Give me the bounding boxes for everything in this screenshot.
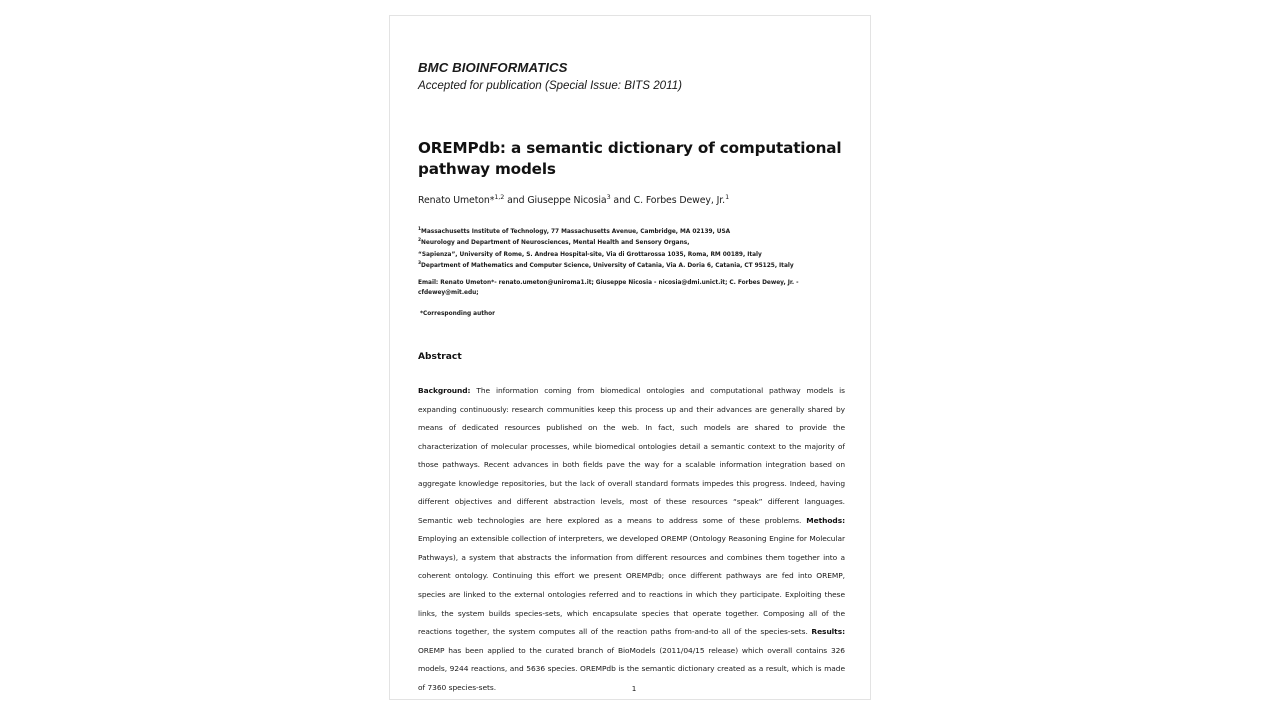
abstract-body: [418, 382, 845, 697]
abstract-label-background: Background:: [418, 386, 471, 395]
abstract-text-methods: Employing an extensible collection of interpreters, we developed OREMP (Ontology Reasoning Engine for Molecular Pathways), a system that abstracts the information from different resources and combines them together into a coherent ontology. Continuing this effort we present OREMPdb; once different pathways are fed into OREMP, species are linked to the external ontologies referred and to reactions in which they participate. Exploiting these links, the system builds species-sets, which encapsulate species that operate together. Composing all of the reactions together, the system computes all of the reaction paths from-and-to all of the species-sets.: [418, 534, 845, 637]
email-list: Email: Renato Umeton*- renato.umeton@uniroma1.it; Giuseppe Nicosia - nicosia@dmi.unict.it; C. Forbes Dewey, Jr. - cfdewey@mit.edu;: [418, 280, 799, 297]
abstract-heading: Abstract: [418, 352, 462, 362]
affiliation-marker: 1: [418, 227, 422, 232]
affiliation-marker: 3: [418, 261, 422, 267]
journal-header: [418, 59, 848, 95]
affiliation-text: Massachusetts Institute of Technology, 77 Massachusetts Avenue, Cambridge, MA 02139, USA: [421, 228, 731, 235]
author-separator-1: and Giuseppe Nicosia: [504, 195, 607, 207]
author-renato-umeton: Renato Umeton*: [418, 195, 495, 207]
affiliation-text: Neurology and Department of Neurosciences, Mental Health and Sensory Organs,: [421, 240, 690, 247]
abstract-label-results: Results:: [811, 627, 845, 637]
page-number: 1: [631, 684, 637, 693]
affiliation-item: [418, 237, 850, 248]
author-list: [418, 193, 850, 207]
affiliation-marker: 2: [418, 238, 422, 244]
author-affiliation-marker-1: 1,2: [494, 193, 505, 201]
paper-page: [389, 15, 871, 700]
page-title: OREMPdb: a semantic dictionary of computational pathway models: [418, 139, 842, 178]
affiliation-text: “Sapienza”, University of Rome, S. Andrea Hospital-site, Via di Grottarossa 1035, Roma, RM 00189, Italy: [418, 251, 762, 258]
journal-publication-status: Accepted for publication (Special Issue: BITS 2011): [418, 79, 683, 93]
affiliation-item: [418, 226, 850, 237]
corresponding-author-note: *Corresponding author: [420, 311, 496, 317]
affiliation-text: Department of Mathematics and Computer Science, University of Catania, Via A. Doria 6, Catania, CT 95125, Italy: [421, 263, 794, 270]
author-affiliation-marker-3: 1: [725, 193, 730, 201]
affiliation-item: [418, 249, 850, 260]
abstract-text-results: OREMP has been applied to the curated branch of BioModels (2011/04/15 release) which overall contains 326 models, 9244 reactions, and 5636 species. OREMPdb is the semantic dictionary created as a result, which is made of 7360 species-sets.: [418, 645, 845, 692]
page-content: [418, 16, 850, 699]
author-separator-2: and C. Forbes Dewey, Jr.: [610, 195, 726, 207]
journal-name: BMC BIOINFORMATICS: [418, 60, 568, 75]
author-affiliation-marker-2: 3: [606, 193, 611, 201]
abstract-label-methods: Methods:: [806, 515, 845, 525]
affiliation-item: [418, 260, 850, 271]
abstract-text-background: The information coming from biomedical ontologies and computational pathway models is expanding continuously: research communities keep this process up and their advances are generally shared by means of dedicated resources published on the web. In fact, such models are shared to provide the characterization of molecular processes, while biomedical ontologies detail a semantic context to the majority of those pathways. Recent advances in both fields pave the way for a scalable information integration based on aggregate knowledge repositories, but the lack of overall standard formats impedes this progress. Indeed, having different objectives and different abstraction levels, most of these resources “speak” different languages. Semantic web technologies are here explored as a means to address some of these problems.: [418, 386, 845, 525]
affiliation-list: [418, 226, 850, 272]
